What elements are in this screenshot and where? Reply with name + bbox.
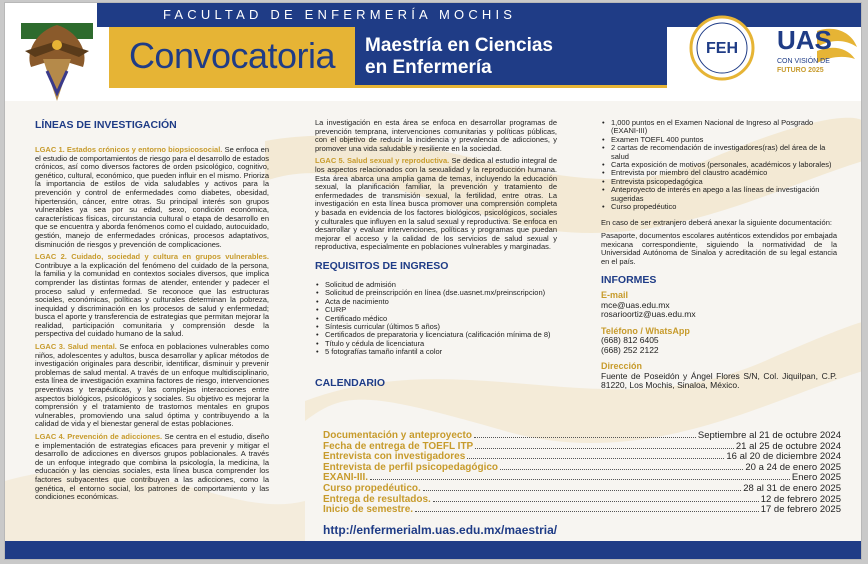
phone-1: (668) 812 6405 <box>601 335 659 346</box>
address-label: Dirección <box>601 361 643 372</box>
calendar-event: Inicio de semestre. <box>323 504 414 516</box>
calendar-date: 28 al 31 de enero 2025 <box>743 482 841 494</box>
lineas-column <box>35 119 269 506</box>
address-text: Fuente de Poseidón y Ángel Flores S/N, Col. Jiquilpan, C.P. 81220, Los Mochis, Sinaloa, México. <box>601 370 837 390</box>
lgac-2-text: Contribuye a la explicación del fenómeno del cuidado de la persona, la familia y la comunidad en contextos sociales diversos, que implica comprender las distintas formas de atender, entender y padecer el proceso salud y enfermedad. Se reconoce que las estructuras sociales, económicas, políticas y culturales determinan la pobreza, inequidad y discriminación en los procesos de salud y enfermedad; busca el aporte y transferencia de estrategias que permitan mejorar la realidad, participación comunitaria y comprensión desde la perspectiva del cuidado humano de la salud. <box>35 260 269 339</box>
lgac-3-label: LGAC 3. Salud mental. <box>35 342 117 352</box>
requisito-item: • 5 fotografías tamaño infantil a color <box>315 348 557 356</box>
requisito-item: • Síntesis curricular (últimos 5 años) <box>315 323 557 331</box>
requisito-item: • Solicitud de preinscripción en línea (dse.uasnet.mx/preinscripcion) <box>315 289 557 297</box>
requisito-item: • Certificado médico <box>315 315 557 323</box>
requisito-item: • Título y cédula de licenciatura <box>315 340 557 348</box>
requisito-item: • Anteproyecto de interés en apego a las líneas de investigación sugeridas <box>601 186 837 203</box>
calendario-table <box>323 431 841 516</box>
faculty-crest-logo <box>17 11 97 109</box>
calendario-heading: CALENDARIO <box>315 376 385 389</box>
requisito-item: • 1,000 puntos en el Examen Nacional de Ingreso al Posgrado (EXANI-III) <box>601 119 837 136</box>
program-title <box>355 27 667 85</box>
phone-2: (668) 252 2122 <box>601 344 659 355</box>
requisito-item: • Acta de nacimiento <box>315 298 557 306</box>
lgac-2-label: LGAC 2. Cuidado, sociedad y cultura en grupos vulnerables. <box>35 252 269 262</box>
lgac-4-text: Se centra en el estudio, diseño e implementación de estrategias eficaces para prevenir y mitigar el desarrollo de adicciones en diversos grupos poblacionales. A través de un enfoque integrado que combina la psicología, la medicina, la educación y las ciencias sociales, esta línea busca comprender los factores subyacentes que contribuyen a las adicciones, como la genética, el entorno social, los patrones de comportamiento y las condiciones económicas. <box>35 432 269 502</box>
footer-bar <box>5 541 862 560</box>
calendar-date: 21 al 25 de octubre 2024 <box>735 440 841 452</box>
right-column <box>601 119 837 390</box>
lgac-3-text: Se enfoca en poblaciones vulnerables como niños, adolescentes y adultos, busca desarrollar y aplicar métodos de investigación originales para describir, identificar, disminuir y prevenir problemas de salud mental. A través de un enfoque multidisciplinario, esta línea de investigación examina factores de riesgo, intervenciones preventivas y terapéuticas, y las complejas interacciones entre aspectos biológicos, psicológicos y sociales. Su objetivo es mejorar la comprensión y el tratamiento de trastornos mentales en grupos vulnerables, promoviendo una salud óptima y contribuyendo a la calidad de vida y el bienestar general de estas poblaciones. <box>35 342 270 429</box>
convocatoria-title: Convocatoria <box>109 27 355 85</box>
calendar-date: 20 a 24 de enero 2025 <box>745 461 841 473</box>
lgac-4 <box>35 433 269 502</box>
calendar-event: Documentación y anteproyecto <box>323 430 472 441</box>
requisitos-heading: REQUISITOS DE INGRESO <box>315 259 449 272</box>
lineas-heading: LÍNEAS DE INVESTIGACIÓN <box>35 119 177 131</box>
requisito-item: • 2 cartas de recomendación de investigadores(ras) del área de la salud <box>601 144 837 161</box>
calendar-row <box>323 505 841 516</box>
calendar-date: 12 de febrero 2025 <box>760 493 841 505</box>
lgac-4-continued: La investigación en esta área se enfoca en desarrollar programas de prevención temprana, intervenciones comunitarias y políticas públicas, con el objetivo de reducir la incidencia y prevalencia de adicciones, y promover una vida saludable y resiliente en la sociedad. <box>315 118 557 153</box>
requisitos-list-continued <box>601 119 837 211</box>
feh-logo <box>689 15 755 81</box>
requisito-item: • CURP <box>315 306 557 314</box>
feh-logo-text: FEH <box>706 40 738 57</box>
lgac-3 <box>35 343 269 429</box>
lgac-5-label: LGAC 5. Salud sexual y reproductiva. <box>315 156 450 166</box>
maestria-url-link[interactable]: http://enfermerialm.uas.edu.mx/maestria/ <box>323 523 558 537</box>
requisitos-list <box>315 281 557 357</box>
program-title-line1: Maestría en Ciencias <box>365 35 553 56</box>
lgac-1 <box>35 146 269 249</box>
calendar-date: 17 de febrero 2025 <box>760 504 841 516</box>
email-label: E-mail <box>601 290 629 301</box>
calendar-date: Septiembre al 21 de octubre 2024 <box>697 430 841 441</box>
requisito-item: • Curso propedéutico <box>601 203 837 211</box>
calendar-row <box>323 431 841 442</box>
calendar-event: Fecha de entrega de TOEFL ITP <box>323 440 474 452</box>
requisito-item: • Certificados de preparatoria y licenciatura (calificación mínima de 8) <box>315 331 557 339</box>
extranjero-docs: Pasaporte, documentos escolares auténticos extendidos por embajada mexicana correspondiente, siguiendo la normatividad de la Universidad Autónoma de Sinaloa y acreditación de su legal estancia en el país. <box>601 231 837 266</box>
extranjero-note: En caso de ser extranjero deberá anexar la siguiente documentación: <box>601 218 832 228</box>
header-underline <box>109 85 667 88</box>
uas-logo-text: UAS <box>777 25 832 55</box>
calendar-date: Enero 2025 <box>791 472 841 484</box>
requisito-item: • Entrevista psicopedagógica <box>601 178 837 186</box>
header <box>5 3 862 101</box>
calendar-event: Curso propedéutico. <box>323 482 421 494</box>
middle-column <box>315 119 557 390</box>
lgac-2 <box>35 253 269 339</box>
phone-label: Teléfono / WhatsApp <box>601 325 690 336</box>
calendar-row <box>323 484 841 495</box>
lgac-1-label: LGAC 1. Estados crónicos y entorno biopsicosocial. <box>35 145 223 154</box>
uas-tagline-2: FUTURO 2025 <box>777 67 824 74</box>
calendar-date: 16 al 20 de diciembre 2024 <box>726 451 841 463</box>
requisito-item: • Examen TOEFL 400 puntos <box>601 136 837 144</box>
faculty-bar: FACULTAD DE ENFERMERÍA MOCHIS <box>97 3 862 27</box>
requisito-item: • Entrevista por miembro del claustro académico <box>601 169 837 177</box>
requisito-item: • Carta exposición de motivos (personales, académicos y laborales) <box>601 161 837 169</box>
calendar-event: Entrevista con investigadores <box>323 451 466 463</box>
uas-tagline-1: CON VISIÓN DE <box>777 58 830 65</box>
uas-logo <box>773 17 859 87</box>
program-title-line2: en Enfermería <box>365 57 492 78</box>
lgac-5 <box>315 157 557 252</box>
calendar-event: Entrevista de perfil psicopedagógico <box>323 461 499 473</box>
calendar-event: EXANI-III. <box>323 472 369 484</box>
email-1[interactable]: mce@uas.edu.mx <box>601 299 670 310</box>
calendar-event: Entrega de resultados. <box>323 493 431 505</box>
lgac-5-text: Se dedica al estudio integral de los aspectos relacionados con la sexualidad y la reproducción humana. Esta área abarca una amplia gama de temas, incluyendo la educación sexual, la planificación familiar, la prevención y tratamiento de enfermedades de transmisión sexual, la fertilidad, entre otras. La investigación en esta línea busca promover una comprensión completa y basada en evidencia de los factores biológicos, psicológicos, sociales y culturales que influyen en la salud sexual y reproductiva. Se enfoca en desarrollar y evaluar intervenciones, políticas y programas que puedan mejorar el acceso y la calidad de los servicios de salud sexual y reproductiva, especialmente en poblaciones vulnerables y marginadas. <box>315 156 557 252</box>
email-2[interactable]: rosarioortiz@uas.edu.mx <box>601 309 696 320</box>
informes-heading: INFORMES <box>601 274 657 287</box>
calendar-row <box>323 463 841 474</box>
lgac-4-label: LGAC 4. Prevención de adicciones. <box>35 432 163 441</box>
lgac-1-text: Se enfoca en el estudio de comportamientos de riesgo para el desarrollo de estados crónicos, así como diversos factores de orden psicológico, cognitivo, genético, cultural, económico, que pueden influir en el mismo. Prioriza la importancia de estilos de vida saludables y activos para la prevención y control de enfermedades como diabetes, obesidad, hipertensión, cáncer, entre otras. Su principal interés son grupos vulnerables ya sea por su edad, sexo, condición económica, características físicas, circunstancia cultural o etapa de desarrollo en que se encuentra y aborda fenómenos como el cuidado, autocuidado, gestión, manejo de enfermedades crónicas, procesos adaptativos, disminución de riesgos y prevención de complicaciones. <box>35 145 269 249</box>
requisito-item: • Solicitud de admisión <box>315 281 557 289</box>
poster <box>4 2 862 560</box>
